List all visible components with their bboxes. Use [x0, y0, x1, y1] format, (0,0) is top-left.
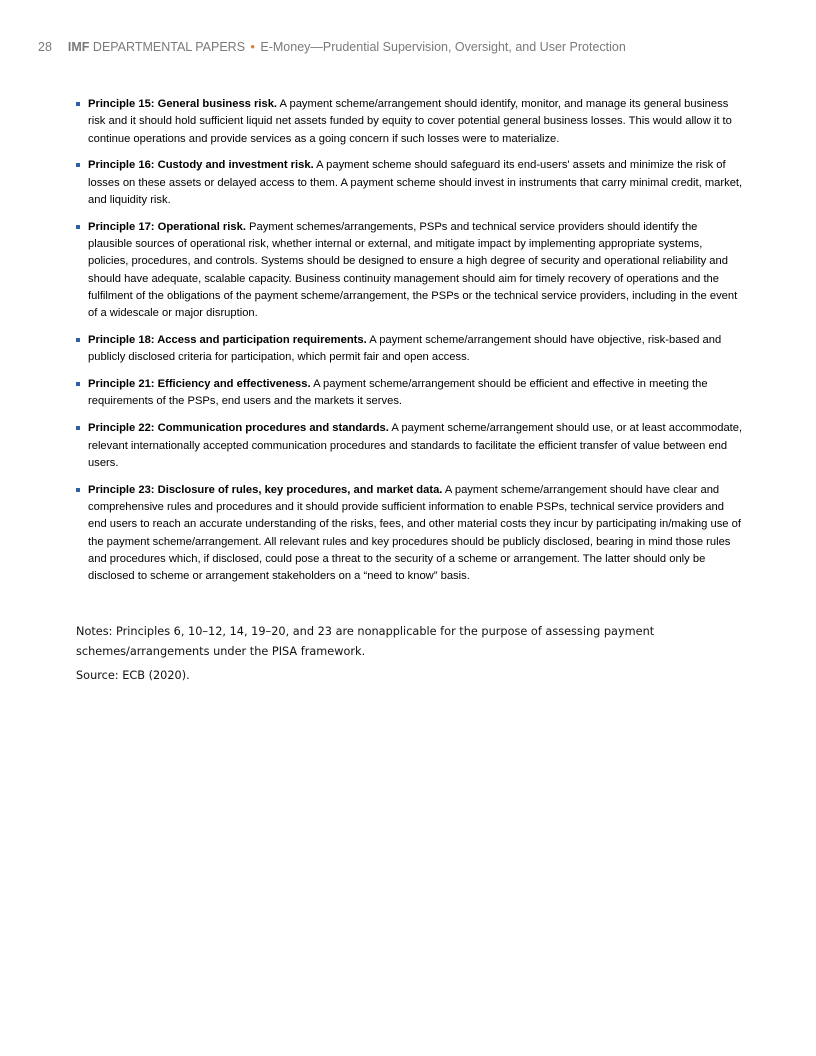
- principle-text: A payment scheme/arrangement should be efficient and effective in meeting the requirements of the PSPs, end users and the markets it serves.: [88, 378, 708, 408]
- principle-text: A payment scheme/arrangement should identify, monitor, and manage its general business risk and it should hold sufficient liquid net assets funded by equity to cover potential general business losses. This would allow it to continue operations and provide services as a going concern if such losses were to materialize.: [88, 98, 732, 145]
- principle-item-18: [76, 332, 744, 367]
- principle-item-23: [76, 482, 744, 586]
- principle-text: Payment schemes/arrangements, PSPs and technical service providers should identify the plausible sources of operational risk, whether internal or external, and mitigate impact by implementing appropriate systems, policies, procedures, and controls. Systems should be designed to ensure a high degree of security and operational reliability and should have adequate, scalable capacity. Business continuity management should aim for timely recovery of operations and the fulfilment of the obligations of the payment scheme/arrangement, the PSPs or the technical service providers, including in the event of a widescale or major disruption.: [88, 220, 738, 320]
- principles-list: [76, 96, 744, 595]
- bullet-square-icon: [76, 382, 80, 386]
- bullet-square-icon: [76, 102, 80, 106]
- principle-item-17: [76, 219, 744, 323]
- principle-title: Principle 18: Access and participation requirements.: [88, 334, 367, 347]
- bullet-square-icon: [76, 163, 80, 167]
- principle-item-16: [76, 157, 744, 209]
- principle-title: Principle 15: General business risk.: [88, 98, 278, 110]
- principle-text: A payment scheme should safeguard its end-users' assets and minimize the risk of losses on these assets or delayed access to them. A payment scheme should invest in instruments that carry minimal credit, market, and liquidity risk.: [88, 159, 743, 206]
- principle-title: Principle 16: Custody and investment risk.: [88, 159, 314, 172]
- principle-title: Principle 21: Efficiency and effectiveness.: [88, 378, 311, 391]
- document-title: E-Money—Prudential Supervision, Oversight, and User Protection: [256, 40, 626, 54]
- bullet-square-icon: [76, 338, 80, 342]
- header-separator: •: [250, 40, 255, 54]
- principle-title: Principle 22: Communication procedures and standards.: [88, 422, 389, 435]
- principle-item-15: [76, 96, 744, 148]
- notes-text: Notes: Principles 6, 10–12, 14, 19–20, and 23 are nonapplicable for the purpose of assessing payment schemes/arrangements under the PISA framework.: [76, 625, 655, 658]
- principle-text: A payment scheme/arrangement should use, or at least accommodate, relevant internationally accepted communication procedures and standards to facilitate the efficient transfer of value between end users.: [88, 422, 743, 469]
- bullet-square-icon: [76, 225, 80, 229]
- source-text: Source: ECB (2020).: [76, 669, 190, 682]
- running-header: [38, 40, 626, 54]
- principle-item-21: [76, 376, 744, 411]
- principle-item-22: [76, 420, 744, 472]
- principle-text: A payment scheme/arrangement should have clear and comprehensive rules and procedures and it should provide sufficient information to enable PSPs, technical service providers and end users to reach an accurate understanding of the risks, fees, and other material costs they incur by participating in/making use of the payment scheme/arrangement. All relevant rules and key procedures should be publicly disclosed, bearing in mind those rules and procedures which, if disclosed, could pose a threat to the security of a scheme or arrangement. The latter should only be disclosed to scheme or arrangement stakeholders on a “need to know” basis.: [88, 483, 741, 583]
- table-notes: [76, 622, 676, 690]
- bullet-square-icon: [76, 488, 80, 492]
- series-name: DEPARTMENTAL PAPERS: [89, 40, 249, 54]
- principle-text: A payment scheme/arrangement should have objective, risk-based and publicly disclosed criteria for participation, which permit fair and open access.: [88, 334, 722, 364]
- principle-title: Principle 23: Disclosure of rules, key procedures, and market data.: [88, 483, 443, 496]
- principle-title: Principle 17: Operational risk.: [88, 220, 246, 233]
- publisher-name: IMF: [67, 40, 90, 54]
- bullet-square-icon: [76, 426, 80, 430]
- page-number: 28: [38, 40, 52, 54]
